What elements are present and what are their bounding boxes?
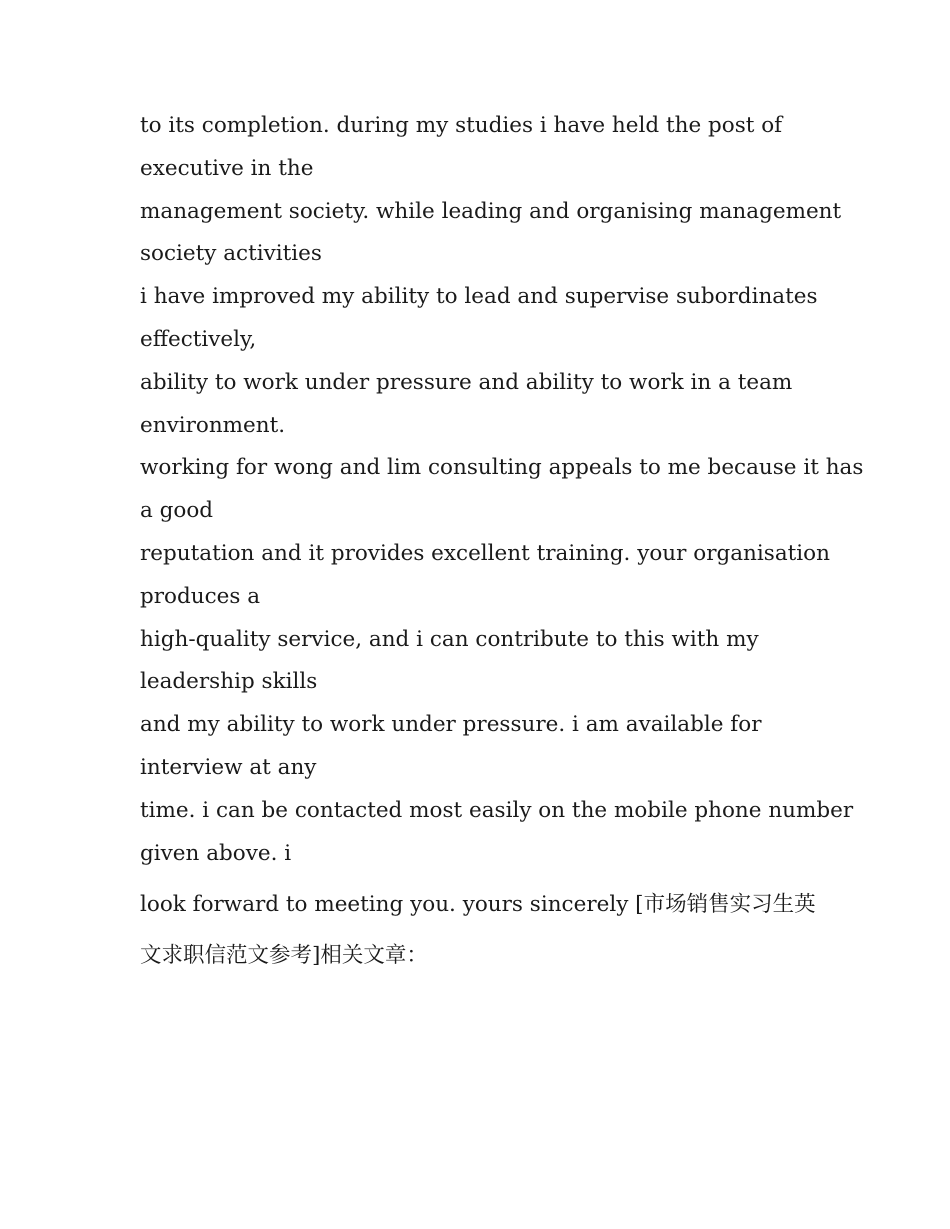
text-line: ability to work under pressure and ability to work in a team xyxy=(140,369,793,395)
document-body xyxy=(140,105,864,981)
text-line: to its completion. during my studies i have held the post of xyxy=(140,113,783,138)
text-line: management society. while leading and organising management xyxy=(140,198,842,224)
text-line: executive in the xyxy=(140,155,314,181)
text-line: a good xyxy=(140,498,214,524)
text-line: leadership skills xyxy=(140,669,318,695)
text-line: i have improved my ability to lead and supervise subordinates xyxy=(140,284,818,310)
text-line: high-quality service, and i can contribute to this with my xyxy=(140,626,759,652)
text-line: time. i can be contacted most easily on the mobile phone number xyxy=(140,797,854,823)
text-line: environment. xyxy=(140,412,286,438)
text-line: interview at any xyxy=(140,754,317,780)
text-line: and my ability to work under pressure. i am available for xyxy=(140,712,762,738)
text-line: produces a xyxy=(140,583,261,609)
text-line: working for wong and lim consulting appeals to me because it has xyxy=(140,455,864,481)
text-line: reputation and it provides excellent training. your organisation xyxy=(140,540,830,566)
text-line: society activities xyxy=(140,241,322,267)
text-line: given above. i xyxy=(140,840,292,866)
closing-paragraph: look forward to meeting you. yours sincerely [市场销售实习生英文求职信范文参考]相关文章： xyxy=(140,892,816,969)
text-line: effectively, xyxy=(140,326,257,352)
